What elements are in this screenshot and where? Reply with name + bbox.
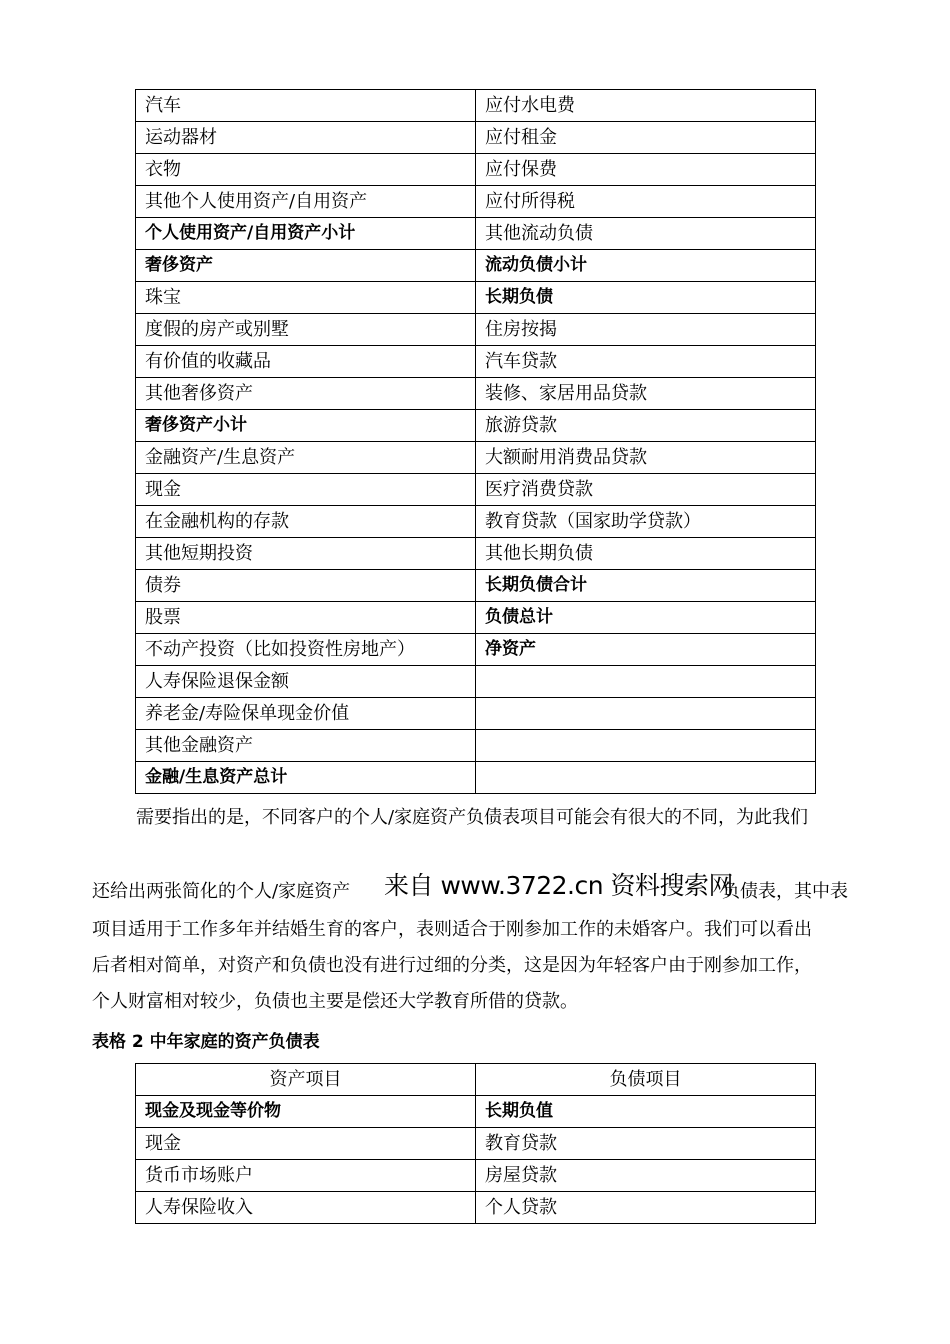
- table-row: [136, 1192, 816, 1224]
- table-header-row: [136, 1064, 816, 1096]
- table-row: [136, 90, 816, 122]
- asset-cell: 股票: [136, 602, 476, 634]
- liability-cell: 教育贷款（国家助学贷款）: [476, 506, 816, 538]
- asset-cell: 人寿保险收入: [136, 1192, 476, 1224]
- asset-cell: 货币市场账户: [136, 1160, 476, 1192]
- liability-cell: 负债总计: [476, 602, 816, 634]
- asset-cell: 债券: [136, 570, 476, 602]
- table-row: [136, 122, 816, 154]
- asset-cell: 个人使用资产/自用资产小计: [136, 218, 476, 250]
- table-body: [136, 90, 816, 794]
- asset-cell: 奢侈资产小计: [136, 410, 476, 442]
- table-row: [136, 1096, 816, 1128]
- table-row: [136, 634, 816, 666]
- table-row: [136, 538, 816, 570]
- asset-cell: 有价值的收藏品: [136, 346, 476, 378]
- liability-cell: 净资产: [476, 634, 816, 666]
- paragraph-line-4: 后者相对简单，对资产和负债也没有进行过细的分类，这是因为年轻客户由于刚参加工作，: [92, 955, 812, 976]
- table-caption: 表格 2 中年家庭的资产负债表: [92, 1032, 320, 1052]
- header-assets: 资产项目: [136, 1064, 476, 1096]
- table-row: [136, 346, 816, 378]
- asset-cell: 奢侈资产: [136, 250, 476, 282]
- liability-cell: 其他流动负债: [476, 218, 816, 250]
- header-liabilities: 负债项目: [476, 1064, 816, 1096]
- liability-cell: 应付保费: [476, 154, 816, 186]
- paragraph-line-2-end: 负债表，其中表: [722, 881, 848, 902]
- asset-cell: 现金: [136, 1128, 476, 1160]
- liability-cell: 个人贷款: [476, 1192, 816, 1224]
- liability-cell: 教育贷款: [476, 1128, 816, 1160]
- liability-cell: [476, 698, 816, 730]
- liability-cell: [476, 730, 816, 762]
- paragraph-line-1: 需要指出的是，不同客户的个人/家庭资产负债表项目可能会有很大的不同，为此我们: [136, 807, 809, 828]
- asset-cell: 运动器材: [136, 122, 476, 154]
- paragraph-line-2-start: 还给出两张简化的个人/家庭资产: [92, 881, 351, 902]
- asset-cell: 度假的房产或别墅: [136, 314, 476, 346]
- table-row: [136, 186, 816, 218]
- asset-cell: 养老金/寿险保单现金价值: [136, 698, 476, 730]
- table-row: [136, 762, 816, 794]
- asset-cell: 其他个人使用资产/自用资产: [136, 186, 476, 218]
- table-row: [136, 250, 816, 282]
- paragraph-line-3: 项目适用于工作多年并结婚生育的客户，表则适合于刚参加工作的未婚客户。我们可以看出: [92, 919, 812, 940]
- table-row: [136, 218, 816, 250]
- liability-cell: 汽车贷款: [476, 346, 816, 378]
- asset-cell: 金融/生息资产总计: [136, 762, 476, 794]
- liability-cell: 应付水电费: [476, 90, 816, 122]
- liability-cell: [476, 762, 816, 794]
- liability-cell: 大额耐用消费品贷款: [476, 442, 816, 474]
- asset-cell: 人寿保险退保金额: [136, 666, 476, 698]
- liability-cell: 应付所得税: [476, 186, 816, 218]
- liability-cell: 住房按揭: [476, 314, 816, 346]
- liability-cell: 房屋贷款: [476, 1160, 816, 1192]
- table-row: [136, 442, 816, 474]
- asset-cell: 现金及现金等价物: [136, 1096, 476, 1128]
- asset-cell: 其他奢侈资产: [136, 378, 476, 410]
- middle-aged-family-balance-sheet-table: [135, 1063, 816, 1224]
- balance-sheet-table-continued: [135, 89, 816, 794]
- table-row: [136, 154, 816, 186]
- watermark-text: 来自 www.3722.cn 资料搜索网: [384, 871, 734, 900]
- table-row: [136, 282, 816, 314]
- paragraph-line-5: 个人财富相对较少，负债也主要是偿还大学教育所借的贷款。: [92, 991, 578, 1012]
- table-body: [136, 1096, 816, 1224]
- table-row: [136, 570, 816, 602]
- liability-cell: 长期负债合计: [476, 570, 816, 602]
- asset-cell: 金融资产/生息资产: [136, 442, 476, 474]
- asset-cell: 现金: [136, 474, 476, 506]
- liability-cell: 长期负债: [476, 282, 816, 314]
- liability-cell: 医疗消费贷款: [476, 474, 816, 506]
- liability-cell: [476, 666, 816, 698]
- table-row: [136, 506, 816, 538]
- table-row: [136, 378, 816, 410]
- asset-cell: 其他短期投资: [136, 538, 476, 570]
- asset-cell: 汽车: [136, 90, 476, 122]
- table-row: [136, 314, 816, 346]
- asset-cell: 珠宝: [136, 282, 476, 314]
- table-row: [136, 1160, 816, 1192]
- asset-cell: 不动产投资（比如投资性房地产）: [136, 634, 476, 666]
- table-row: [136, 1128, 816, 1160]
- liability-cell: 旅游贷款: [476, 410, 816, 442]
- table-row: [136, 698, 816, 730]
- liability-cell: 流动负债小计: [476, 250, 816, 282]
- table-row: [136, 730, 816, 762]
- asset-cell: 衣物: [136, 154, 476, 186]
- asset-cell: 其他金融资产: [136, 730, 476, 762]
- table-row: [136, 602, 816, 634]
- liability-cell: 长期负值: [476, 1096, 816, 1128]
- asset-cell: 在金融机构的存款: [136, 506, 476, 538]
- liability-cell: 其他长期负债: [476, 538, 816, 570]
- liability-cell: 装修、家居用品贷款: [476, 378, 816, 410]
- table-row: [136, 666, 816, 698]
- liability-cell: 应付租金: [476, 122, 816, 154]
- table-row: [136, 474, 816, 506]
- table-row: [136, 410, 816, 442]
